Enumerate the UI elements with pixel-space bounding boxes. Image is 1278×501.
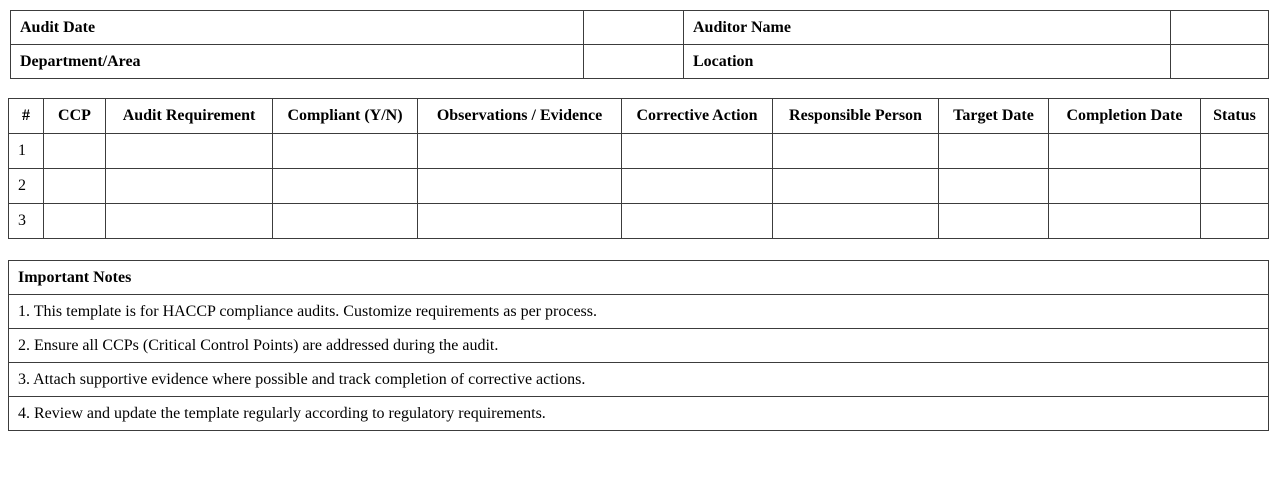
col-header-audit-requirement: Audit Requirement [106,99,273,134]
checklist-row-2 [9,169,1269,204]
note-item: 4. Review and update the template regularly according to regulatory requirements. [9,397,1269,431]
department-area-label: Department/Area [11,45,584,79]
audit-requirement-cell[interactable] [106,204,273,239]
target-date-cell[interactable] [939,169,1049,204]
notes-title-row [9,261,1269,295]
audit-checklist-table [8,98,1269,239]
department-area-value-cell[interactable] [584,45,684,79]
responsible-person-cell[interactable] [773,204,939,239]
completion-date-cell[interactable] [1049,204,1201,239]
col-header-completion-date: Completion Date [1049,99,1201,134]
col-header-number: # [9,99,44,134]
responsible-person-cell[interactable] [773,169,939,204]
haccp-audit-template-page [0,10,1278,501]
audit-date-label: Audit Date [11,11,584,45]
corrective-action-cell[interactable] [622,204,773,239]
checklist-header-row [9,99,1269,134]
completion-date-cell[interactable] [1049,134,1201,169]
note-row-3 [9,363,1269,397]
important-notes-table [8,260,1269,431]
compliant-cell[interactable] [273,134,418,169]
checklist-row-1 [9,134,1269,169]
status-cell[interactable] [1201,134,1269,169]
note-row-4 [9,397,1269,431]
col-header-corrective-action: Corrective Action [622,99,773,134]
corrective-action-cell[interactable] [622,134,773,169]
note-item: 2. Ensure all CCPs (Critical Control Points) are addressed during the audit. [9,329,1269,363]
audit-date-value-cell[interactable] [584,11,684,45]
col-header-observations: Observations / Evidence [418,99,622,134]
target-date-cell[interactable] [939,134,1049,169]
ccp-cell[interactable] [44,134,106,169]
notes-title: Important Notes [9,261,1269,295]
compliant-cell[interactable] [273,204,418,239]
audit-requirement-cell[interactable] [106,134,273,169]
corrective-action-cell[interactable] [622,169,773,204]
info-row-2 [11,45,1269,79]
ccp-cell[interactable] [44,204,106,239]
observations-cell[interactable] [418,134,622,169]
col-header-ccp: CCP [44,99,106,134]
auditor-name-label: Auditor Name [684,11,1171,45]
status-cell[interactable] [1201,169,1269,204]
note-item: 1. This template is for HACCP compliance audits. Customize requirements as per process. [9,295,1269,329]
ccp-cell[interactable] [44,169,106,204]
compliant-cell[interactable] [273,169,418,204]
status-cell[interactable] [1201,204,1269,239]
row-number: 3 [9,204,44,239]
col-header-responsible-person: Responsible Person [773,99,939,134]
row-number: 1 [9,134,44,169]
col-header-target-date: Target Date [939,99,1049,134]
completion-date-cell[interactable] [1049,169,1201,204]
audit-requirement-cell[interactable] [106,169,273,204]
col-header-status: Status [1201,99,1269,134]
auditor-name-value-cell[interactable] [1171,11,1269,45]
row-number: 2 [9,169,44,204]
audit-info-table [10,10,1269,79]
info-row-1 [11,11,1269,45]
observations-cell[interactable] [418,169,622,204]
observations-cell[interactable] [418,204,622,239]
note-row-1 [9,295,1269,329]
location-value-cell[interactable] [1171,45,1269,79]
target-date-cell[interactable] [939,204,1049,239]
responsible-person-cell[interactable] [773,134,939,169]
note-item: 3. Attach supportive evidence where possible and track completion of corrective actions. [9,363,1269,397]
checklist-row-3 [9,204,1269,239]
note-row-2 [9,329,1269,363]
col-header-compliant: Compliant (Y/N) [273,99,418,134]
location-label: Location [684,45,1171,79]
